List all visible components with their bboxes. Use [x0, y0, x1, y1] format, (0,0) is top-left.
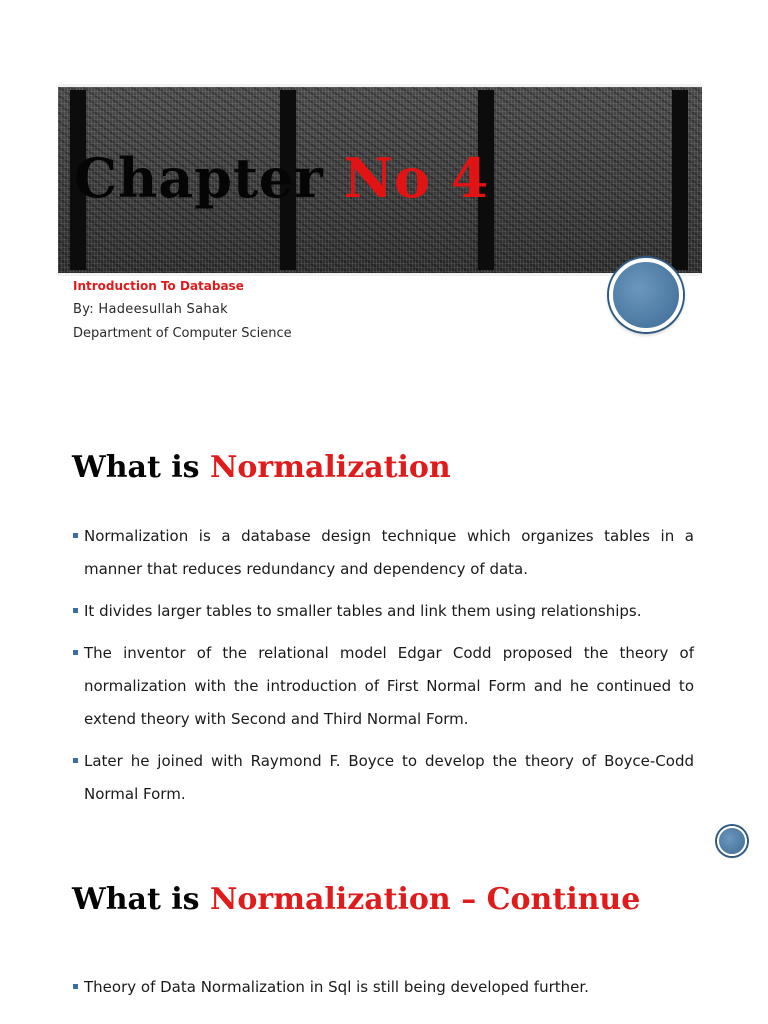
slide-heading: [72, 882, 640, 917]
list-item: The inventor of the relational model Edgar Codd proposed the theory of normalization with the introduction of First Normal Form and he continued to extend theory with Second and Third Normal Form.: [72, 637, 694, 736]
department-line: Department of Computer Science: [73, 326, 292, 341]
banner-bottom-rule: [58, 273, 702, 276]
heading-black-part: What is: [72, 882, 200, 917]
list-item: Later he joined with Raymond F. Boyce to develop the theory of Boyce-Codd Normal Form.: [72, 745, 694, 811]
chapter-title-word: Chapter: [74, 146, 324, 210]
bullet-list: [72, 520, 694, 811]
title-banner: [58, 84, 702, 276]
course-subtitle: Introduction To Database: [73, 279, 244, 293]
list-item: It divides larger tables to smaller tables and link them using relationships.: [72, 595, 694, 628]
banner-dark-stripe: [672, 90, 688, 270]
slide-heading: [72, 450, 451, 485]
list-item: Normalization is a database design technique which organizes tables in a manner that reduces redundancy and dependency of data.: [72, 520, 694, 586]
heading-black-part: What is: [72, 450, 200, 485]
decorative-circle: [609, 258, 683, 332]
author-line: By: Hadeesullah Sahak: [73, 302, 228, 317]
chapter-number: No 4: [343, 146, 490, 210]
heading-red-part: Normalization – Continue: [209, 882, 641, 917]
heading-red-part: Normalization: [209, 450, 451, 485]
decorative-circle-small: [717, 826, 747, 856]
banner-top-rule: [58, 84, 702, 87]
chapter-title: [74, 146, 489, 210]
list-item: Theory of Data Normalization in Sql is still being developed further.: [72, 971, 694, 1004]
bullet-list: [72, 971, 694, 1004]
